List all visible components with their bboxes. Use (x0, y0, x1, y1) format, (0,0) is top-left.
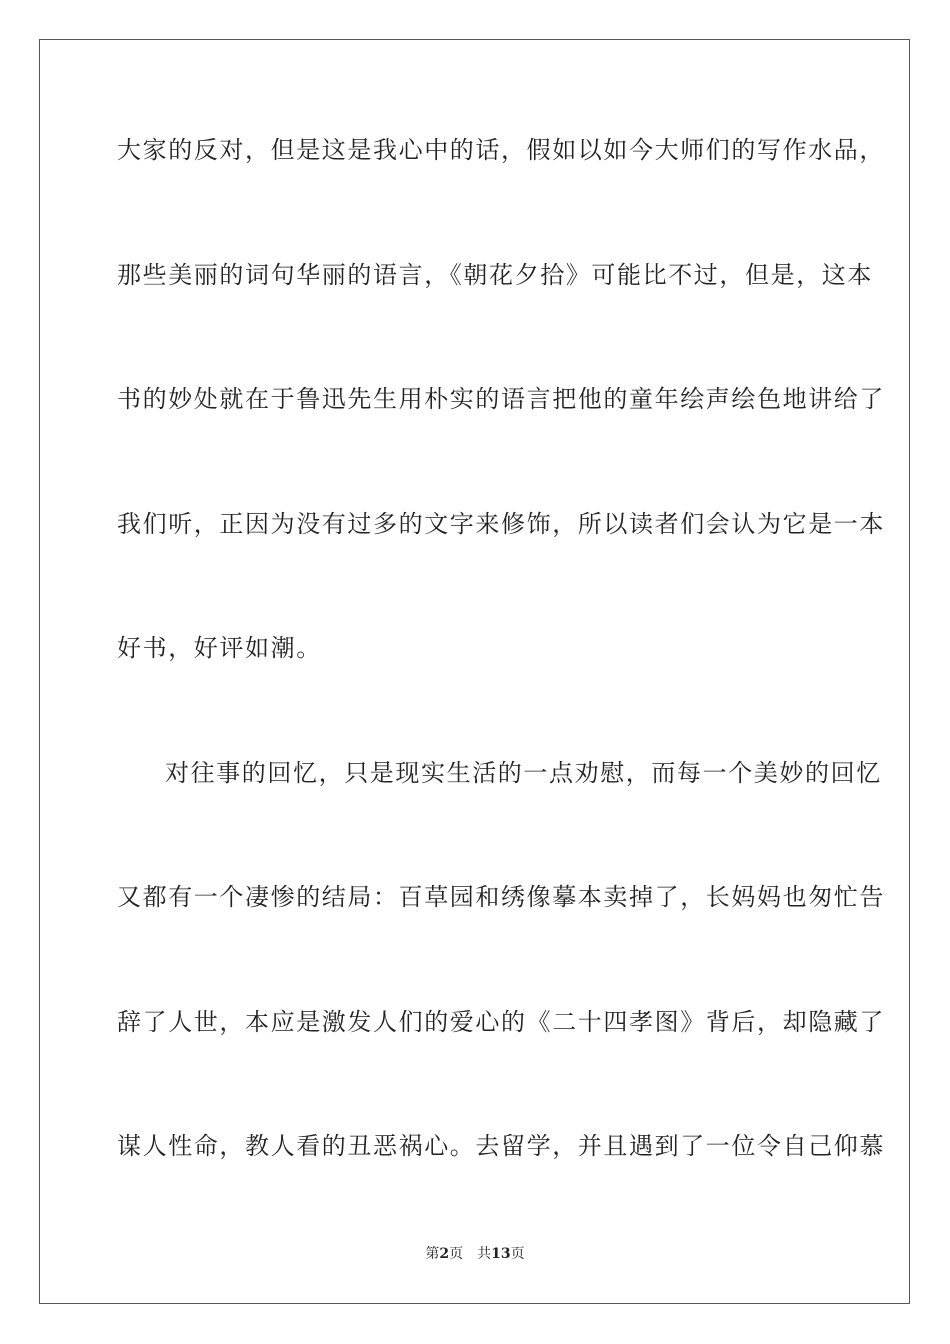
page-border (39, 39, 910, 1304)
total-pages: 13 (491, 1246, 511, 1262)
text-line: 那些美丽的词句华丽的语言，《朝花夕拾》可能比不过，但是，这本 (117, 261, 873, 289)
page-footer (0, 1245, 950, 1263)
text-line: 好书，好评如潮。 (117, 634, 322, 662)
text-line: 大家的反对，但是这是我心中的话，假如以如今大师们的写作水品， (117, 136, 885, 164)
text-line: 辞了人世，本应是激发人们的爱心的《二十四孝图》背后，却隐藏了 (117, 1008, 885, 1036)
page-suffix: 页 (449, 1246, 464, 1262)
text-line: 又都有一个凄惨的结局：百草园和绣像摹本卖掉了，长妈妈也匆忙告 (117, 883, 885, 911)
total-prefix: 共 (477, 1246, 492, 1262)
text-line: 我们听，正因为没有过多的文字来修饰，所以读者们会认为它是一本 (117, 510, 885, 538)
text-line: 书的妙处就在于鲁迅先生用朴实的语言把他的童年绘声绘色地讲给了 (117, 385, 885, 413)
paragraph-first-line: 对往事的回忆，只是现实生活的一点劝慰，而每一个美妙的回忆 (165, 759, 882, 787)
text-line: 谋人性命，教人看的丑恶祸心。去留学，并且遇到了一位令自己仰慕 (117, 1132, 885, 1160)
total-suffix: 页 (510, 1246, 525, 1262)
page-number: 2 (439, 1246, 450, 1262)
page-prefix: 第 (425, 1246, 440, 1262)
